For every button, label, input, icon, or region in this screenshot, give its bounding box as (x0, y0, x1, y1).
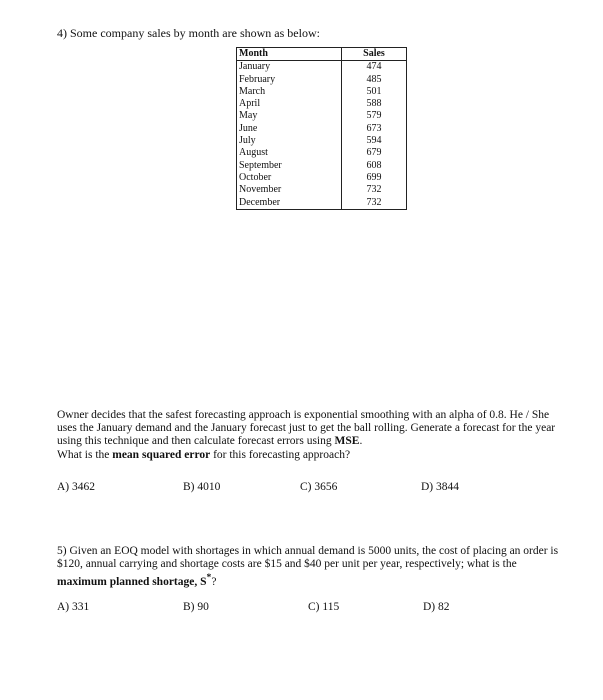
sales-column-header: Sales (342, 48, 407, 61)
question-5-text (57, 545, 569, 589)
question-4-paragraph (57, 409, 567, 449)
paragraph-bold-text: MSE (334, 435, 360, 448)
table-row (237, 110, 407, 122)
month-cell: October (237, 172, 342, 184)
q4-choice-c[interactable]: C) 3656 (300, 481, 338, 493)
q5-choice-d[interactable]: D) 82 (423, 601, 450, 613)
sales-cell: 588 (342, 98, 407, 110)
question-5-body (57, 545, 569, 589)
q4-choice-a[interactable]: A) 3462 (57, 481, 96, 493)
q5-choice-c[interactable]: C) 115 (308, 601, 340, 613)
month-cell: March (237, 86, 342, 98)
sales-cell: 485 (342, 74, 407, 86)
sales-cell: 594 (342, 135, 407, 147)
table-row (237, 61, 407, 74)
month-cell: September (237, 160, 342, 172)
question-4-body (57, 409, 567, 462)
month-cell: December (237, 197, 342, 210)
table-row (237, 172, 407, 184)
paragraph-end-text: . (359, 435, 363, 448)
sales-cell: 679 (342, 147, 407, 159)
table-row (237, 160, 407, 172)
q5-bold-span: maximum planned shortage, S (57, 576, 207, 589)
sales-cell: 501 (342, 86, 407, 98)
table-row (237, 135, 407, 147)
month-cell: January (237, 61, 342, 74)
month-cell: November (237, 184, 342, 196)
sales-cell: 608 (342, 160, 407, 172)
prompt-bold-text: mean squared error (112, 448, 211, 461)
table-header-row (237, 48, 407, 61)
q5-choice-a[interactable]: A) 331 (57, 601, 90, 613)
question-4-title: 4) Some company sales by month are shown as below: (57, 26, 320, 40)
month-cell: April (237, 98, 342, 110)
paragraph-text: Owner decides that the safest forecasting approach is exponential smoothing with an alpha of 0.8. He / She uses the January demand and the January forecast just to get the ball rolling. Generate a forecast for the year using this technique and then calculate forecast errors using (57, 409, 556, 448)
month-cell: May (237, 110, 342, 122)
table-row (237, 147, 407, 159)
month-cell: August (237, 147, 342, 159)
table-row (237, 98, 407, 110)
prompt-text: What is the (57, 448, 113, 461)
table-row (237, 74, 407, 86)
q5-superscript: * (206, 572, 212, 584)
sales-cell: 732 (342, 197, 407, 210)
table-row (237, 86, 407, 98)
q5-text: 5) Given an EOQ model with shortages in which annual demand is 5000 units, the cost of placing an order is $120, annual carrying and shortage costs are $15 and $40 per unit per year, respectively; what is the (57, 545, 559, 571)
sales-cell: 732 (342, 184, 407, 196)
q4-choice-d[interactable]: D) 3844 (421, 481, 460, 493)
table-row (237, 197, 407, 210)
q5-choice-b[interactable]: B) 90 (183, 601, 209, 613)
table-row (237, 184, 407, 196)
month-cell: July (237, 135, 342, 147)
q4-choice-b[interactable]: B) 4010 (183, 481, 221, 493)
sales-cell: 579 (342, 110, 407, 122)
q5-end-text: ? (211, 576, 217, 589)
month-cell: February (237, 74, 342, 86)
month-column-header: Month (237, 48, 342, 61)
question-4-prompt (57, 449, 567, 462)
prompt-end-text: for this forecasting approach? (210, 448, 351, 461)
sales-cell: 673 (342, 123, 407, 135)
month-cell: June (237, 123, 342, 135)
table-row (237, 123, 407, 135)
q5-bold-text (57, 572, 212, 589)
sales-cell: 474 (342, 61, 407, 74)
sales-cell: 699 (342, 172, 407, 184)
sales-table (236, 47, 407, 210)
